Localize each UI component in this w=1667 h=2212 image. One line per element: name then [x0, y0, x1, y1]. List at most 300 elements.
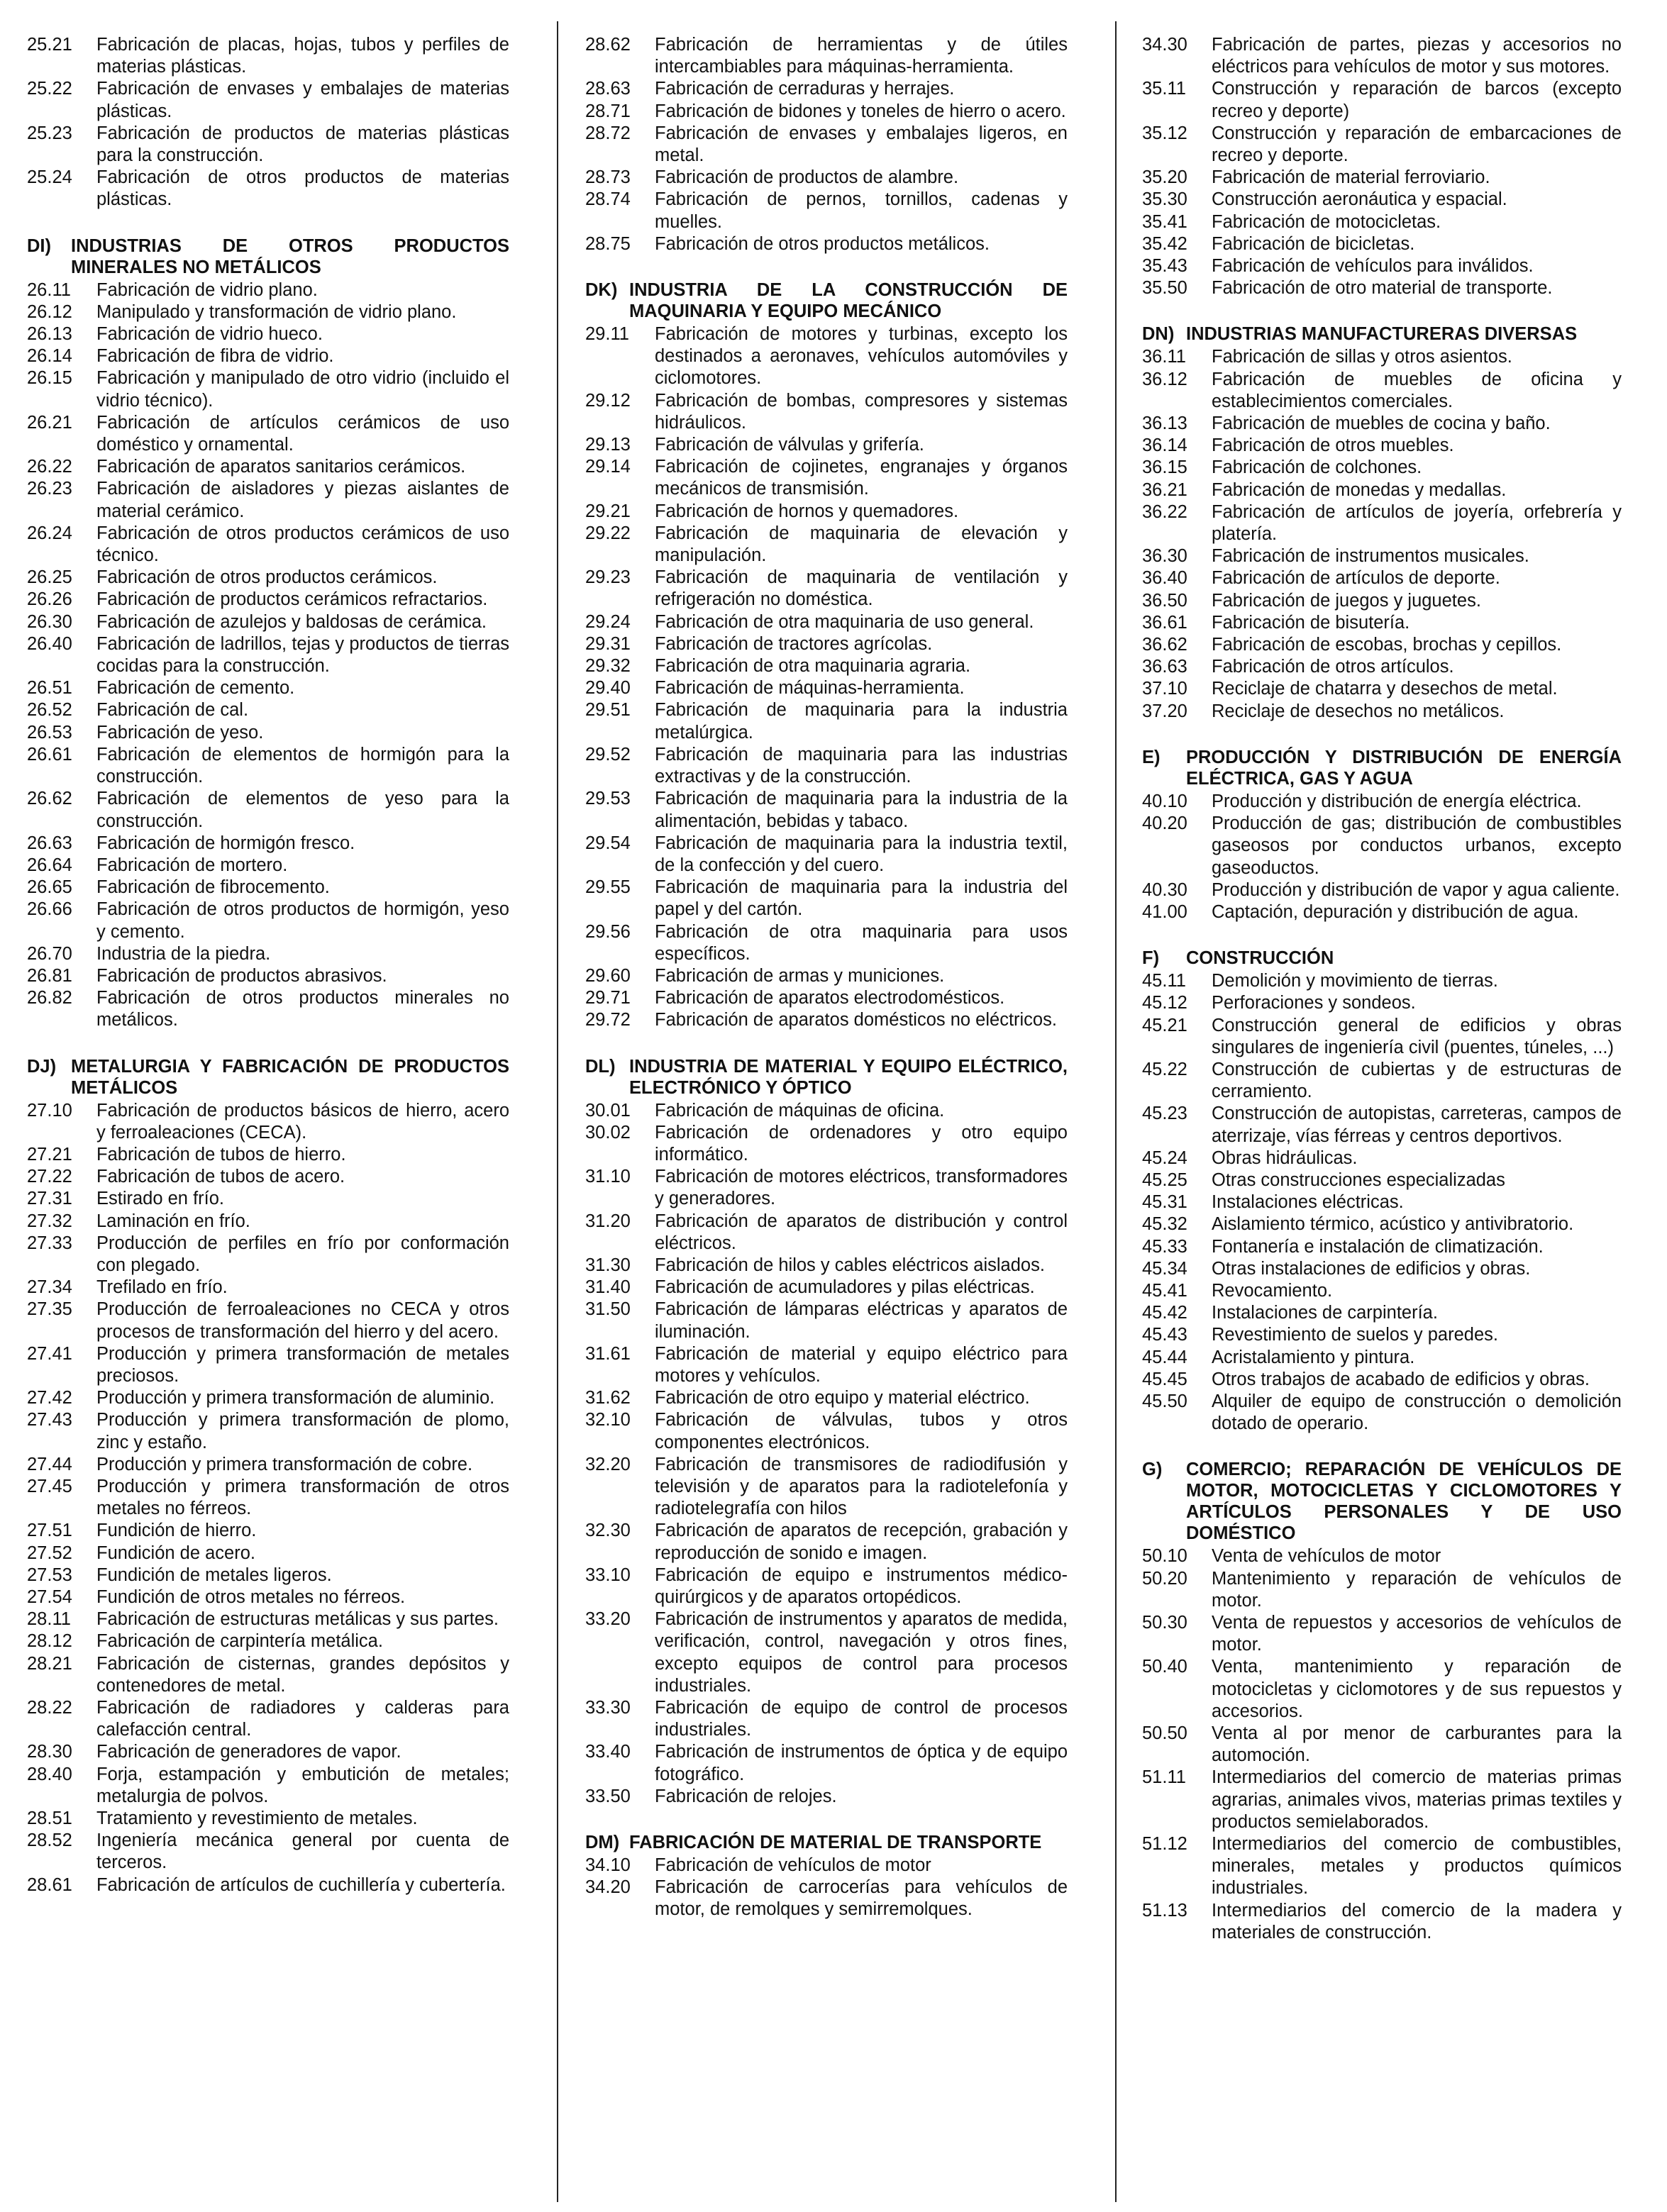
activity-entry — [27, 877, 509, 899]
activity-description: Fabricación de aparatos de recepción, grabación y reproducción de sonido e imagen. — [655, 1521, 1068, 1563]
activity-code: 27.33 — [27, 1233, 72, 1253]
activity-description: Fundición de metales ligeros. — [96, 1564, 332, 1585]
activity-entry — [27, 78, 509, 122]
activity-entry — [1142, 879, 1622, 901]
activity-code: 25.21 — [27, 35, 72, 55]
section-code: DN) — [1142, 324, 1175, 345]
activity-entry — [1142, 346, 1622, 368]
activity-code: 29.14 — [585, 457, 631, 477]
activity-code: 25.22 — [27, 79, 72, 99]
activity-entry — [1142, 1302, 1622, 1324]
activity-description: Fabricación de transmisores de radiodifusión y televisión y de aparatos para la radiotelefonía y radiotelegrafía con hilos — [655, 1454, 1068, 1519]
activity-code: 29.23 — [585, 567, 631, 588]
activity-code: 29.21 — [585, 501, 631, 521]
activity-description: Fabricación de artículos cerámicos de uso doméstico y ornamental. — [96, 412, 509, 455]
section-heading — [585, 279, 1068, 322]
activity-code: 26.52 — [27, 700, 72, 721]
activity-entry — [27, 965, 509, 987]
activity-code: 37.20 — [1142, 701, 1187, 721]
activity-entry — [1142, 123, 1622, 167]
activity-code: 28.21 — [27, 1653, 72, 1674]
activity-code: 27.43 — [27, 1410, 72, 1430]
activity-entry — [27, 1144, 509, 1166]
activity-entry — [585, 1520, 1068, 1564]
section-title: COMERCIO; REPARACIÓN DE VEHÍCULOS DE MOTOR, MOTOCICLETAS Y CICLOMOTORES Y ARTÍCULOS PERSONALES Y DE USO DOMÉSTICO — [1186, 1460, 1622, 1544]
activity-description: Fabricación de válvulas y grifería. — [655, 435, 924, 455]
activity-entry — [585, 655, 1068, 677]
section-heading — [585, 1832, 1068, 1853]
activity-code: 26.70 — [27, 943, 72, 964]
activity-entry — [585, 101, 1068, 123]
activity-entry — [1142, 255, 1622, 277]
activity-description: Fabricación de azulejos y baldosas de cerámica. — [96, 611, 487, 632]
activity-code: 26.14 — [27, 346, 72, 367]
activity-code: 36.62 — [1142, 635, 1187, 655]
activity-description: Fabricación de partes, piezas y accesorios no eléctricos para vehículos de motor y sus motores. — [1212, 35, 1622, 77]
activity-entry — [585, 1454, 1068, 1521]
activity-code: 28.11 — [27, 1609, 71, 1630]
section-title: INDUSTRIA DE LA CONSTRUCCIÓN DE MAQUINARIA Y EQUIPO MECÁNICO — [629, 280, 1068, 322]
activity-code: 31.40 — [585, 1277, 631, 1298]
activity-description: Fontanería e instalación de climatización. — [1212, 1236, 1544, 1257]
activity-description: Mantenimiento y reparación de vehículos de motor. — [1212, 1568, 1622, 1611]
activity-entry — [27, 345, 509, 367]
activity-code: 26.25 — [27, 567, 72, 588]
activity-description: Fabricación de cisternas, grandes depósitos y contenedores de metal. — [96, 1653, 509, 1696]
section-heading — [1142, 323, 1622, 345]
activity-entry — [1142, 901, 1622, 923]
activity-code: 29.56 — [585, 921, 631, 942]
activity-description: Fabricación de fibra de vidrio. — [96, 346, 334, 367]
activity-code: 51.11 — [1142, 1767, 1186, 1788]
activity-description: Fabricación de generadores de vapor. — [96, 1742, 401, 1762]
column-2 — [585, 34, 1068, 2198]
activity-entry — [1142, 567, 1622, 589]
activity-entry — [585, 1877, 1068, 1921]
activity-entry — [27, 1166, 509, 1188]
activity-entry — [27, 1564, 509, 1586]
activity-code: 35.11 — [1142, 79, 1186, 99]
activity-entry — [1142, 1568, 1622, 1612]
activity-description: Fabricación de sillas y otros asientos. — [1212, 347, 1512, 367]
activity-entry — [27, 167, 509, 211]
activity-entry — [585, 1343, 1068, 1387]
activity-description: Fabricación de carpintería metálica. — [96, 1631, 383, 1652]
activity-code: 28.22 — [27, 1698, 72, 1718]
activity-code: 25.23 — [27, 123, 72, 143]
activity-entry — [27, 279, 509, 301]
section-heading — [1142, 1459, 1622, 1544]
activity-description: Fabricación de hornos y quemadores. — [655, 501, 959, 521]
activity-code: 30.01 — [585, 1100, 631, 1121]
activity-entry — [27, 1630, 509, 1652]
activity-entry — [27, 589, 509, 611]
activity-entry — [1142, 1545, 1622, 1567]
activity-description: Fabricación de artículos de cuchillería y cubertería. — [96, 1874, 506, 1895]
activity-entry — [585, 1277, 1068, 1299]
activity-entry — [27, 323, 509, 345]
activity-entry — [585, 1409, 1068, 1453]
activity-description: Fabricación de motores eléctricos, transformadores y generadores. — [655, 1167, 1068, 1209]
activity-code: 29.72 — [585, 1010, 631, 1030]
activity-entry — [1142, 1015, 1622, 1059]
activity-description: Fabricación de acumuladores y pilas eléctricas. — [655, 1277, 1035, 1298]
activity-entry — [1142, 1369, 1622, 1391]
activity-entry — [27, 1543, 509, 1564]
activity-description: Otras construcciones especializadas — [1212, 1169, 1505, 1190]
section-heading — [27, 235, 509, 278]
activity-code: 34.30 — [1142, 35, 1187, 55]
activity-code: 34.10 — [585, 1855, 631, 1876]
activity-entry — [27, 1586, 509, 1608]
activity-description: Fabricación de elementos de yeso para la construcción. — [96, 789, 509, 831]
activity-entry — [27, 1653, 509, 1697]
activity-code: 35.43 — [1142, 256, 1187, 277]
activity-description: Estirado en frío. — [96, 1189, 225, 1209]
activity-description: Fabricación de instrumentos y aparatos de medida, verificación, control, navegación y otros fines, excepto equipos de control para procesos industriales. — [655, 1609, 1068, 1696]
activity-entry — [585, 78, 1068, 100]
activity-code: 29.53 — [585, 789, 631, 809]
activity-description: Fabricación de muebles de oficina y establecimientos comerciales. — [1212, 369, 1622, 411]
activity-code: 26.22 — [27, 457, 72, 477]
activity-description: Fabricación de lámparas eléctricas y aparatos de iluminación. — [655, 1299, 1068, 1342]
section-code: DM) — [585, 1833, 620, 1853]
activity-code: 35.41 — [1142, 211, 1187, 232]
activity-entry — [1142, 634, 1622, 656]
activity-description: Fabricación de radiadores y calderas para calefacción central. — [96, 1698, 509, 1740]
activity-entry — [27, 833, 509, 855]
activity-description: Producción y primera transformación de otros metales no férreos. — [96, 1476, 509, 1519]
activity-code: 37.10 — [1142, 679, 1187, 699]
activity-code: 29.55 — [585, 877, 631, 898]
activity-code: 29.31 — [585, 633, 631, 654]
activity-entry — [27, 744, 509, 788]
activity-entry — [27, 699, 509, 721]
column-1 — [27, 34, 509, 2198]
activity-entry — [1142, 701, 1622, 723]
activity-description: Fabricación de material ferroviario. — [1212, 167, 1490, 188]
activity-description: Fabricación de cojinetes, engranajes y órganos mecánicos de transmisión. — [655, 457, 1068, 499]
activity-entry — [1142, 1236, 1622, 1258]
activity-entry — [585, 744, 1068, 788]
activity-description: Intermediarios del comercio de materias primas agrarias, animales vivos, materias primas textiles y productos semielaborados. — [1212, 1767, 1622, 1832]
activity-code: 35.12 — [1142, 123, 1187, 143]
column-divider — [557, 21, 558, 2202]
activity-code: 36.63 — [1142, 657, 1187, 677]
section-code: DJ) — [27, 1056, 57, 1077]
activity-description: Otros trabajos de acabado de edificios y obras. — [1212, 1369, 1590, 1389]
activity-description: Fabricación de material y equipo eléctrico para motores y vehículos. — [655, 1343, 1068, 1386]
activity-description: Manipulado y transformación de vidrio plano. — [96, 301, 457, 322]
activity-code: 36.40 — [1142, 568, 1187, 589]
activity-code: 29.52 — [585, 744, 631, 765]
activity-description: Trefilado en frío. — [96, 1277, 228, 1298]
activity-code: 33.50 — [585, 1786, 631, 1806]
activity-entry — [27, 34, 509, 78]
activity-code: 26.13 — [27, 324, 72, 345]
activity-entry — [585, 1211, 1068, 1255]
activity-description: Venta al por menor de carburantes para la automoción. — [1212, 1723, 1622, 1766]
activity-entry — [1142, 78, 1622, 122]
activity-description: Fabricación de otro material de transporte. — [1212, 278, 1553, 299]
activity-description: Fabricación de vidrio hueco. — [96, 324, 323, 345]
activity-description: Construcción y reparación de embarcaciones de recreo y deporte. — [1212, 123, 1622, 166]
activity-description: Laminación en frío. — [96, 1211, 250, 1231]
activity-entry — [1142, 189, 1622, 211]
activity-description: Fabricación de otros productos de materias plásticas. — [96, 167, 509, 210]
activity-entry — [1142, 34, 1622, 78]
activity-entry — [585, 390, 1068, 434]
activity-description: Instalaciones de carpintería. — [1212, 1303, 1438, 1323]
activity-entry — [1142, 457, 1622, 479]
activity-code: 28.62 — [585, 35, 631, 55]
activity-description: Fabricación de aparatos sanitarios cerámicos. — [96, 457, 466, 477]
activity-description: Fabricación de carrocerías para vehículos de motor, de remolques y semirremolques. — [655, 1877, 1068, 1920]
activity-code: 27.35 — [27, 1299, 72, 1320]
activity-code: 26.51 — [27, 678, 72, 699]
activity-description: Obras hidráulicas. — [1212, 1147, 1358, 1168]
activity-description: Producción y distribución de energía eléctrica. — [1212, 791, 1582, 811]
activity-entry — [27, 1476, 509, 1520]
activity-description: Producción y primera transformación de aluminio. — [96, 1388, 495, 1408]
activity-entry — [27, 367, 509, 411]
activity-description: Fabricación de otra maquinaria para usos específicos. — [655, 921, 1068, 964]
activity-description: Fabricación de otros productos minerales no metálicos. — [96, 988, 509, 1030]
activity-code: 27.44 — [27, 1454, 72, 1474]
activity-description: Producción y primera transformación de plomo, zinc y estaño. — [96, 1410, 509, 1452]
activity-description: Fabricación de herramientas y de útiles intercambiables para máquinas-herramienta. — [655, 35, 1068, 77]
activity-description: Fabricación de fibrocemento. — [96, 877, 330, 898]
activity-description: Fabricación de envases y embalajes de materias plásticas. — [96, 79, 509, 121]
activity-code: 45.11 — [1142, 971, 1186, 991]
activity-entry — [585, 921, 1068, 965]
activity-code: 35.20 — [1142, 167, 1187, 188]
activity-code: 50.20 — [1142, 1568, 1187, 1589]
activity-code: 45.23 — [1142, 1104, 1187, 1124]
activity-description: Fabricación de artículos de joyería, orfebrería y platería. — [1212, 501, 1622, 545]
activity-entry — [585, 987, 1068, 1009]
activity-description: Tratamiento y revestimiento de metales. — [96, 1808, 418, 1829]
activity-entry — [1142, 1723, 1622, 1767]
activity-description: Fabricación de muebles de cocina y baño. — [1212, 413, 1551, 434]
activity-entry — [27, 1808, 509, 1830]
activity-entry — [1142, 1169, 1622, 1191]
activity-code: 45.31 — [1142, 1192, 1187, 1213]
activity-entry — [585, 123, 1068, 167]
activity-entry — [1142, 791, 1622, 813]
activity-code: 36.15 — [1142, 457, 1187, 478]
activity-description: Fabricación de colchones. — [1212, 457, 1422, 478]
activity-entry — [27, 722, 509, 744]
column-divider — [1115, 21, 1117, 2202]
activity-description: Fabricación de otros productos metálicos. — [655, 233, 990, 254]
activity-code: 45.42 — [1142, 1303, 1187, 1323]
activity-description: Fabricación de bicicletas. — [1212, 233, 1415, 254]
activity-description: Fabricación de otra maquinaria agraria. — [655, 656, 971, 677]
activity-code: 45.21 — [1142, 1015, 1187, 1035]
activity-entry — [1142, 413, 1622, 435]
activity-description: Fabricación de elementos de hormigón para la construcción. — [96, 744, 509, 787]
activity-entry — [1142, 435, 1622, 457]
activity-description: Industria de la piedra. — [96, 943, 271, 964]
activity-description: Fabricación de bombas, compresores y sistemas hidráulicos. — [655, 390, 1068, 433]
activity-entry — [585, 699, 1068, 743]
activity-description: Fabricación de maquinaria para las industrias extractivas y de la construcción. — [655, 744, 1068, 787]
activity-code: 27.52 — [27, 1543, 72, 1563]
activity-entry — [1142, 1191, 1622, 1213]
activity-code: 30.02 — [585, 1122, 631, 1143]
activity-code: 29.51 — [585, 700, 631, 721]
activity-description: Reciclaje de desechos no metálicos. — [1212, 701, 1505, 721]
activity-description: Construcción aeronáutica y espacial. — [1212, 189, 1507, 210]
activity-entry — [1142, 678, 1622, 700]
activity-code: 40.30 — [1142, 879, 1187, 900]
activity-description: Fabricación de cemento. — [96, 678, 295, 699]
activity-description: Fabricación de otra maquinaria de uso general. — [655, 611, 1034, 632]
section-title: METALURGIA Y FABRICACIÓN DE PRODUCTOS METÁLICOS — [71, 1056, 509, 1098]
activity-description: Fabricación de instrumentos musicales. — [1212, 546, 1529, 567]
activity-code: 31.20 — [585, 1211, 631, 1231]
activity-code: 29.22 — [585, 523, 631, 543]
activity-description: Demolición y movimiento de tierras. — [1212, 971, 1498, 991]
activity-entry — [585, 189, 1068, 233]
activity-entry — [585, 34, 1068, 78]
activity-description: Revestimiento de suelos y paredes. — [1212, 1325, 1498, 1345]
activity-entry — [585, 611, 1068, 633]
activity-entry — [27, 677, 509, 699]
activity-code: 26.66 — [27, 899, 72, 920]
activity-code: 33.30 — [585, 1698, 631, 1718]
activity-entry — [1142, 545, 1622, 567]
activity-entry — [1142, 369, 1622, 413]
activity-entry — [1142, 1612, 1622, 1656]
activity-code: 45.22 — [1142, 1059, 1187, 1079]
activity-code: 26.26 — [27, 589, 72, 610]
activity-description: Construcción de cubiertas y de estructuras de cerramiento. — [1212, 1059, 1622, 1102]
activity-description: Revocamiento. — [1212, 1280, 1333, 1301]
activity-entry — [585, 323, 1068, 390]
activity-entry — [585, 1855, 1068, 1877]
activity-code: 29.71 — [585, 988, 631, 1008]
activity-description: Acristalamiento y pintura. — [1212, 1347, 1415, 1367]
activity-code: 36.13 — [1142, 413, 1187, 434]
activity-entry — [585, 1786, 1068, 1808]
activity-entry — [27, 1764, 509, 1808]
activity-code: 51.12 — [1142, 1834, 1187, 1855]
activity-description: Producción y distribución de vapor y agua caliente. — [1212, 879, 1620, 900]
activity-description: Fabricación de máquinas de oficina. — [655, 1100, 945, 1121]
activity-entry — [585, 1299, 1068, 1343]
activity-code: 33.10 — [585, 1564, 631, 1585]
activity-entry — [1142, 479, 1622, 501]
activity-entry — [585, 1741, 1068, 1785]
activity-entry — [27, 478, 509, 522]
activity-code: 28.75 — [585, 233, 631, 254]
activity-entry — [27, 123, 509, 167]
activity-entry — [1142, 233, 1622, 255]
activity-entry — [1142, 1324, 1622, 1346]
activity-entry — [27, 987, 509, 1031]
activity-entry — [585, 567, 1068, 611]
activity-entry — [585, 1255, 1068, 1277]
activity-code: 45.33 — [1142, 1236, 1187, 1257]
activity-entry — [1142, 1213, 1622, 1235]
activity-code: 36.21 — [1142, 479, 1187, 500]
activity-entry — [1142, 1900, 1622, 1944]
activity-description: Fabricación de otros productos de hormigón, yeso y cemento. — [96, 899, 509, 942]
activity-entry — [27, 1830, 509, 1874]
activity-code: 28.74 — [585, 189, 631, 210]
activity-description: Venta de vehículos de motor — [1212, 1546, 1441, 1567]
activity-entry — [27, 1608, 509, 1630]
activity-description: Fabricación de juegos y juguetes. — [1212, 590, 1481, 611]
activity-entry — [27, 456, 509, 478]
activity-description: Fabricación de productos de materias plásticas para la construcción. — [96, 123, 509, 166]
activity-description: Fabricación de aisladores y piezas aislantes de material cerámico. — [96, 479, 509, 521]
activity-code: 36.11 — [1142, 347, 1186, 367]
activity-entry — [585, 633, 1068, 655]
activity-description: Venta, mantenimiento y reparación de motocicletas y ciclomotores y de sus repuestos y accesorios. — [1212, 1657, 1622, 1721]
activity-description: Fabricación de placas, hojas, tubos y perfiles de materias plásticas. — [96, 35, 509, 77]
activity-code: 27.31 — [27, 1189, 72, 1209]
section-code: DI) — [27, 235, 51, 256]
activity-description: Fabricación de válvulas, tubos y otros componentes electrónicos. — [655, 1410, 1068, 1452]
activity-entry — [1142, 277, 1622, 299]
activity-entry — [585, 1009, 1068, 1031]
activity-code: 31.61 — [585, 1343, 631, 1364]
activity-entry — [1142, 167, 1622, 189]
activity-code: 27.21 — [27, 1144, 72, 1165]
activity-code: 36.61 — [1142, 612, 1187, 633]
activity-description: Fabricación de vehículos de motor — [655, 1855, 931, 1876]
activity-description: Fabricación de mortero. — [96, 855, 288, 875]
activity-code: 29.60 — [585, 965, 631, 986]
section-title: PRODUCCIÓN Y DISTRIBUCIÓN DE ENERGÍA ELÉCTRICA, GAS Y AGUA — [1186, 747, 1622, 789]
activity-description: Fabricación de artículos de deporte. — [1212, 568, 1500, 589]
activity-entry — [1142, 1103, 1622, 1147]
activity-description: Fabricación de estructuras metálicas y sus partes. — [96, 1609, 499, 1630]
section-code: G) — [1142, 1460, 1163, 1480]
activity-description: Fabricación de productos de alambre. — [655, 167, 959, 188]
activity-entry — [27, 1299, 509, 1343]
activity-description: Producción y primera transformación de metales preciosos. — [96, 1343, 509, 1386]
activity-code: 28.40 — [27, 1764, 72, 1784]
activity-description: Fabricación de aparatos electrodomésticos. — [655, 988, 1005, 1008]
activity-description: Fabricación de ladrillos, tejas y productos de tierras cocidas para la construcción. — [96, 633, 509, 677]
activity-description: Construcción general de edificios y obras singulares de ingeniería civil (puentes, túneles, ...) — [1212, 1015, 1622, 1057]
activity-description: Fabricación de armas y municiones. — [655, 965, 945, 986]
activity-code: 27.42 — [27, 1388, 72, 1408]
activity-code: 29.11 — [585, 324, 629, 345]
activity-code: 27.51 — [27, 1521, 72, 1541]
activity-description: Fabricación de aparatos de distribución y control eléctricos. — [655, 1211, 1068, 1253]
activity-code: 26.12 — [27, 301, 72, 322]
activity-entry — [585, 167, 1068, 189]
activity-code: 45.25 — [1142, 1169, 1187, 1190]
activity-description: Ingeniería mecánica general por cuenta de terceros. — [96, 1830, 509, 1873]
activity-code: 35.50 — [1142, 278, 1187, 299]
activity-description: Fabricación de otros productos cerámicos de uso técnico. — [96, 523, 509, 566]
activity-entry — [1142, 1767, 1622, 1833]
activity-description: Fabricación de equipo de control de procesos industriales. — [655, 1698, 1068, 1740]
activity-entry — [1142, 590, 1622, 612]
activity-entry — [27, 1188, 509, 1210]
section-heading — [1142, 747, 1622, 789]
activity-description: Perforaciones y sondeos. — [1212, 993, 1416, 1013]
activity-description: Fundición de hierro. — [96, 1521, 257, 1541]
activity-code: 32.20 — [585, 1454, 631, 1474]
activity-description: Fabricación de otros artículos. — [1212, 657, 1454, 677]
